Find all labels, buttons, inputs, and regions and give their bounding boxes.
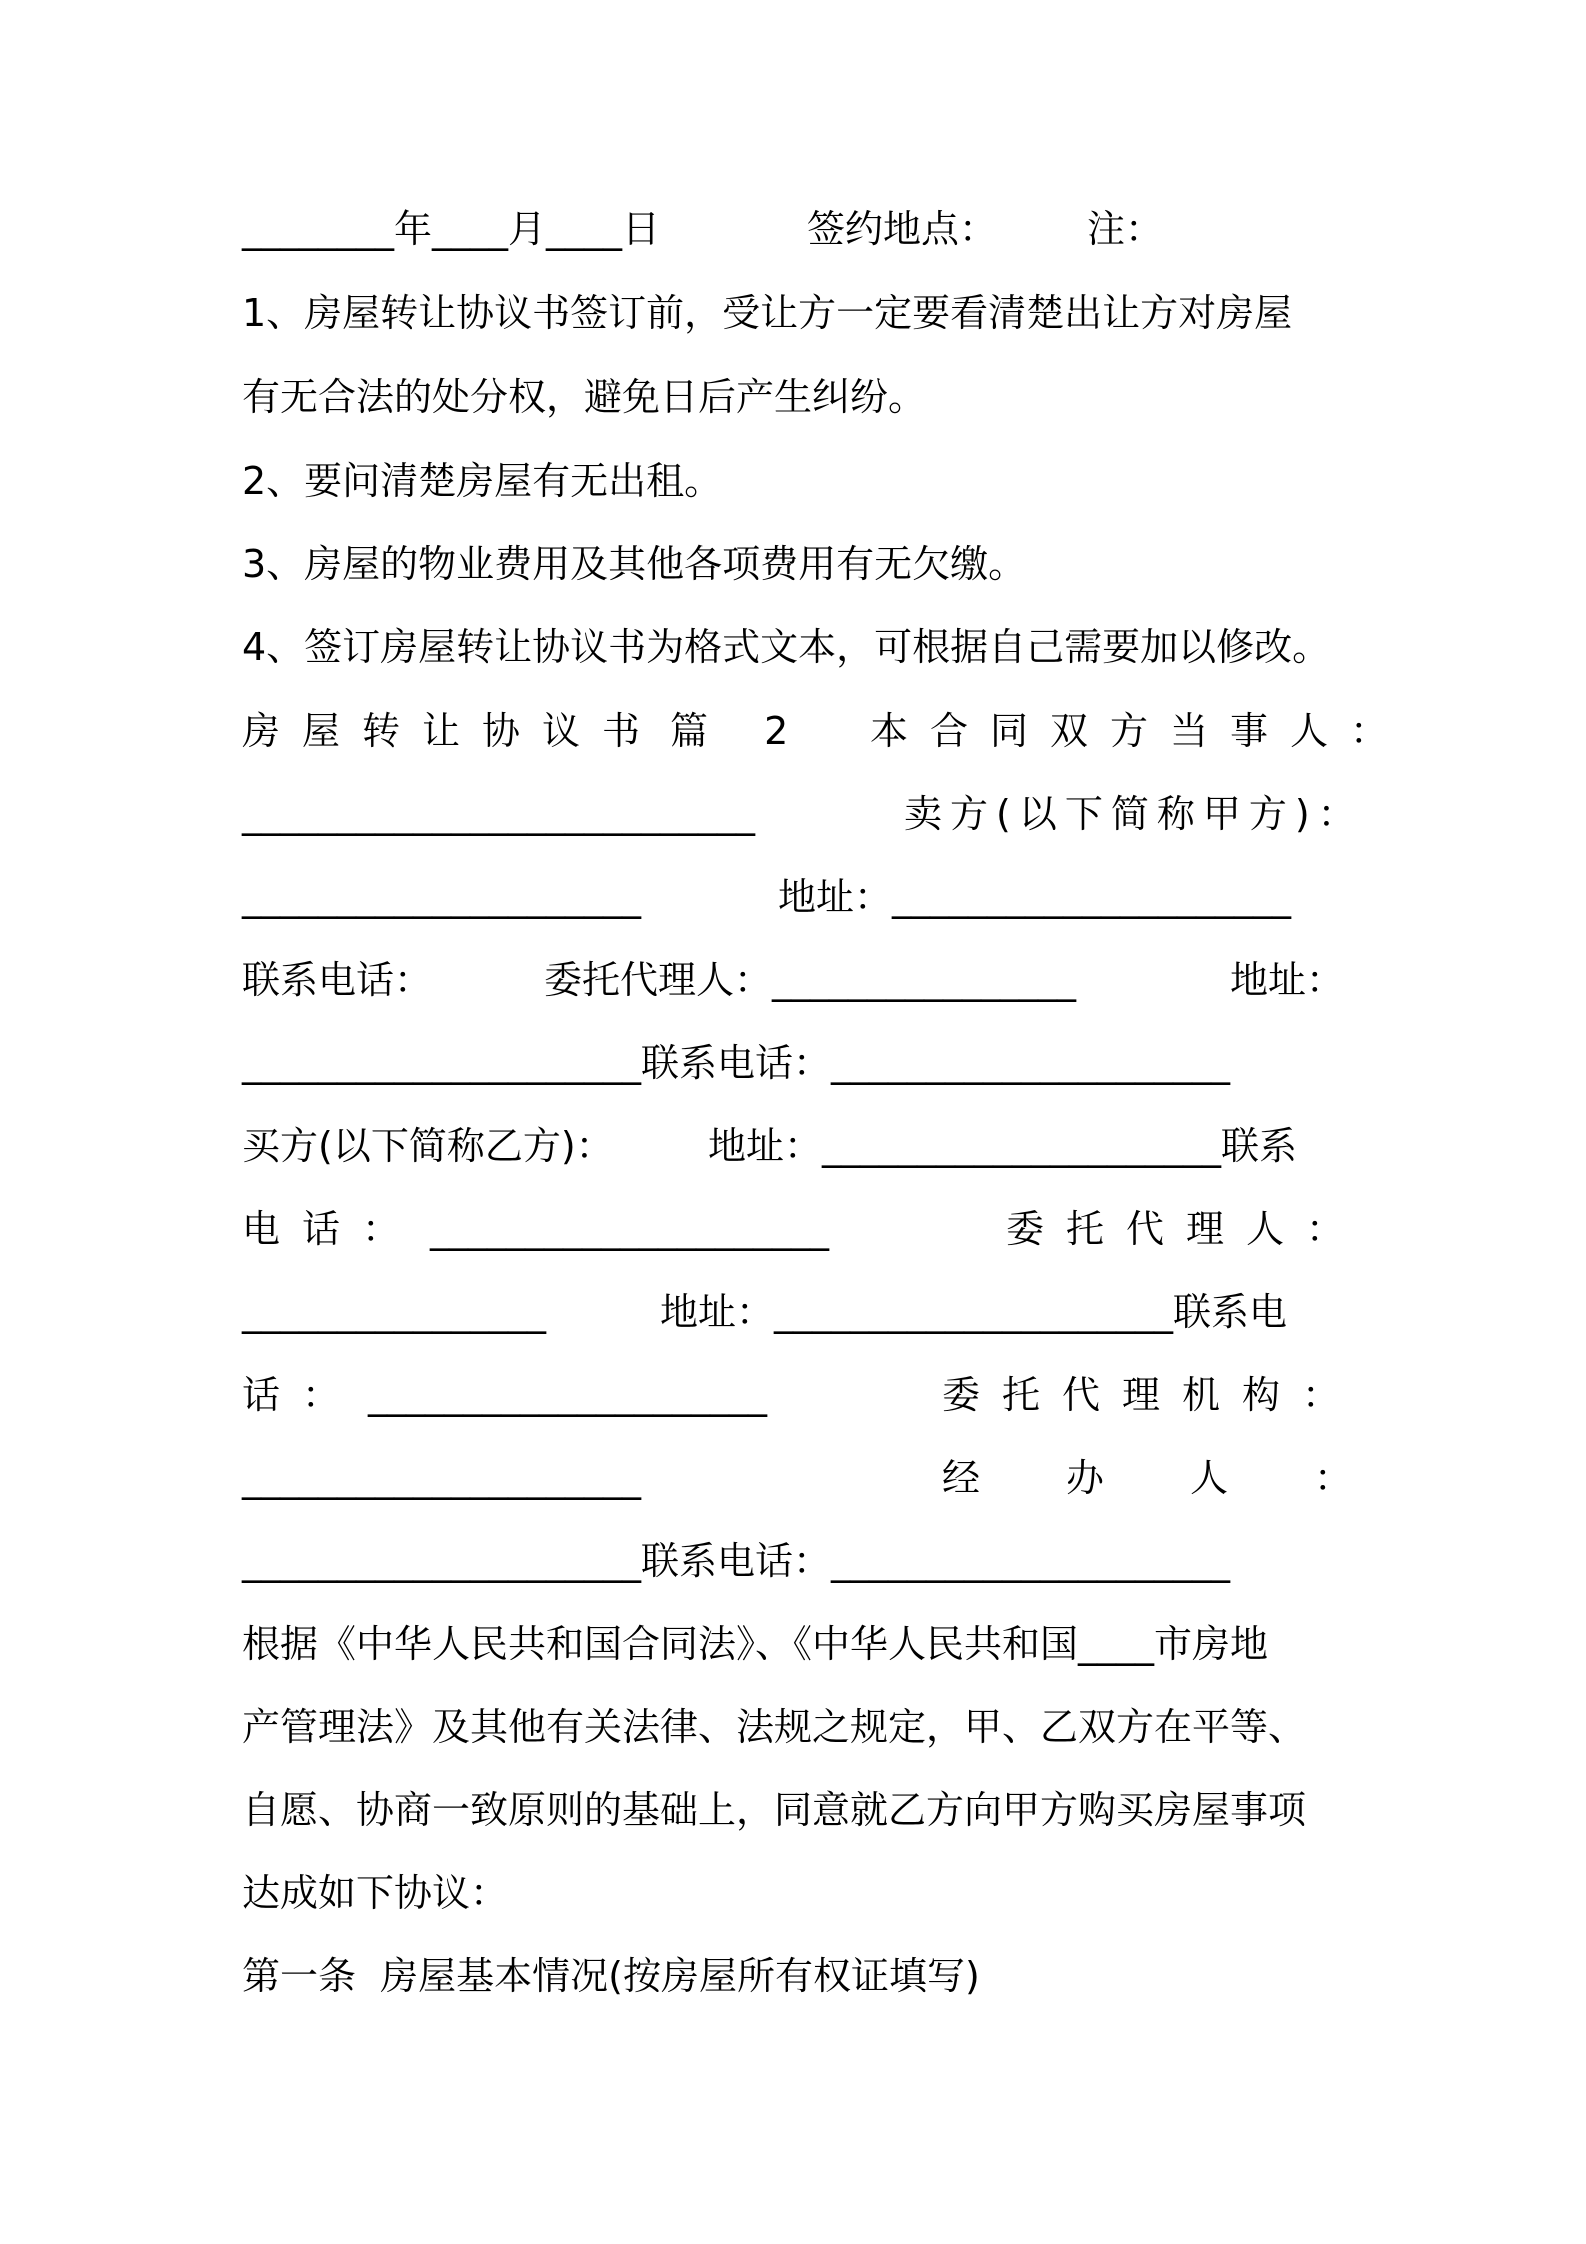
- agent-address-label: 地址：: [1230, 958, 1345, 1002]
- note-item-2: 2、要问清楚房屋有无出租。: [242, 459, 723, 503]
- agency-label: 委托代理机构：: [942, 1373, 1363, 1417]
- buyer-agent-address: 地址：_____________________联系电: [660, 1290, 1288, 1334]
- blank-field: _____________________: [242, 875, 641, 919]
- buyer-agent-label: 委托代理人：: [1006, 1207, 1367, 1251]
- date-blank: ________年____月____日: [242, 207, 661, 251]
- handler-label: 经办人：: [942, 1456, 1439, 1500]
- seller-address: 地址：_____________________: [778, 875, 1292, 919]
- blank-field: _____________________: [242, 1456, 641, 1500]
- date-place-line: [242, 194, 1352, 264]
- note-item-4: 4、签订房屋转让协议书为格式文本，可根据自己需要加以修改。: [242, 625, 1331, 669]
- buyer-agent-line: [242, 1277, 1352, 1347]
- buyer-address: 地址：_____________________联系: [708, 1124, 1298, 1168]
- handler-phone-line: _____________________联系电话：_____________________: [242, 1539, 1231, 1583]
- agency-line: [242, 1360, 1363, 1430]
- agent-phone-line: _____________________联系电话：_____________________: [242, 1041, 1231, 1085]
- preamble-line-1: 根据《中华人民共和国合同法》、《中华人民共和国____市房地: [242, 1622, 1269, 1666]
- handler-line: [242, 1443, 1439, 1513]
- buyer-label: 买方(以下简称乙方)：: [242, 1124, 614, 1168]
- phone-label: 话：: [242, 1373, 363, 1417]
- agreement-title: 房屋转让协议书: [242, 709, 663, 753]
- preamble-line-3: 自愿、协商一致原则的基础上，同意就乙方向甲方购买房屋事项: [242, 1788, 1307, 1832]
- blank-field: ___________________________: [242, 792, 755, 836]
- seller-agent: 委托代理人：________________: [544, 958, 1077, 1002]
- preamble-line-2: 产管理法》及其他有关法律、法规之规定，甲、乙双方在平等、: [242, 1705, 1307, 1749]
- note-item-1: 1、房屋转让协议书签订前，受让方一定要看清楚出让方对房屋: [242, 291, 1293, 335]
- note-item-3: 3、房屋的物业费用及其他各项费用有无欠缴。: [242, 542, 1027, 586]
- buyer-phone-label: 电话：: [242, 1207, 423, 1251]
- seller-label: 卖方(以下简称甲方)：: [904, 792, 1364, 836]
- seller-line: [242, 779, 1364, 849]
- article-1-heading: 第一条 房屋基本情况(按房屋所有权证填写): [242, 1954, 980, 1998]
- buyer-line: [242, 1111, 1352, 1181]
- section-number: 篇 2: [670, 709, 811, 753]
- buyer-phone-line: [242, 1194, 1367, 1264]
- blank-field: _____________________: [430, 1207, 829, 1251]
- seller-address-line: [242, 862, 1352, 932]
- blank-field: ________________: [242, 1290, 546, 1334]
- seller-contact-line: [242, 945, 1352, 1015]
- seller-phone-label: 联系电话：: [242, 958, 433, 1002]
- agreement-heading-line: [242, 696, 1411, 766]
- note-label: 注：: [1087, 207, 1164, 251]
- blank-field: _____________________: [368, 1373, 767, 1417]
- signing-place-label: 签约地点：: [807, 207, 998, 251]
- parties-label: 本合同双方当事人：: [870, 709, 1411, 753]
- preamble-line-4: 达成如下协议：: [242, 1871, 509, 1915]
- note-item-1-cont: 有无合法的处分权，避免日后产生纠纷。: [242, 375, 927, 419]
